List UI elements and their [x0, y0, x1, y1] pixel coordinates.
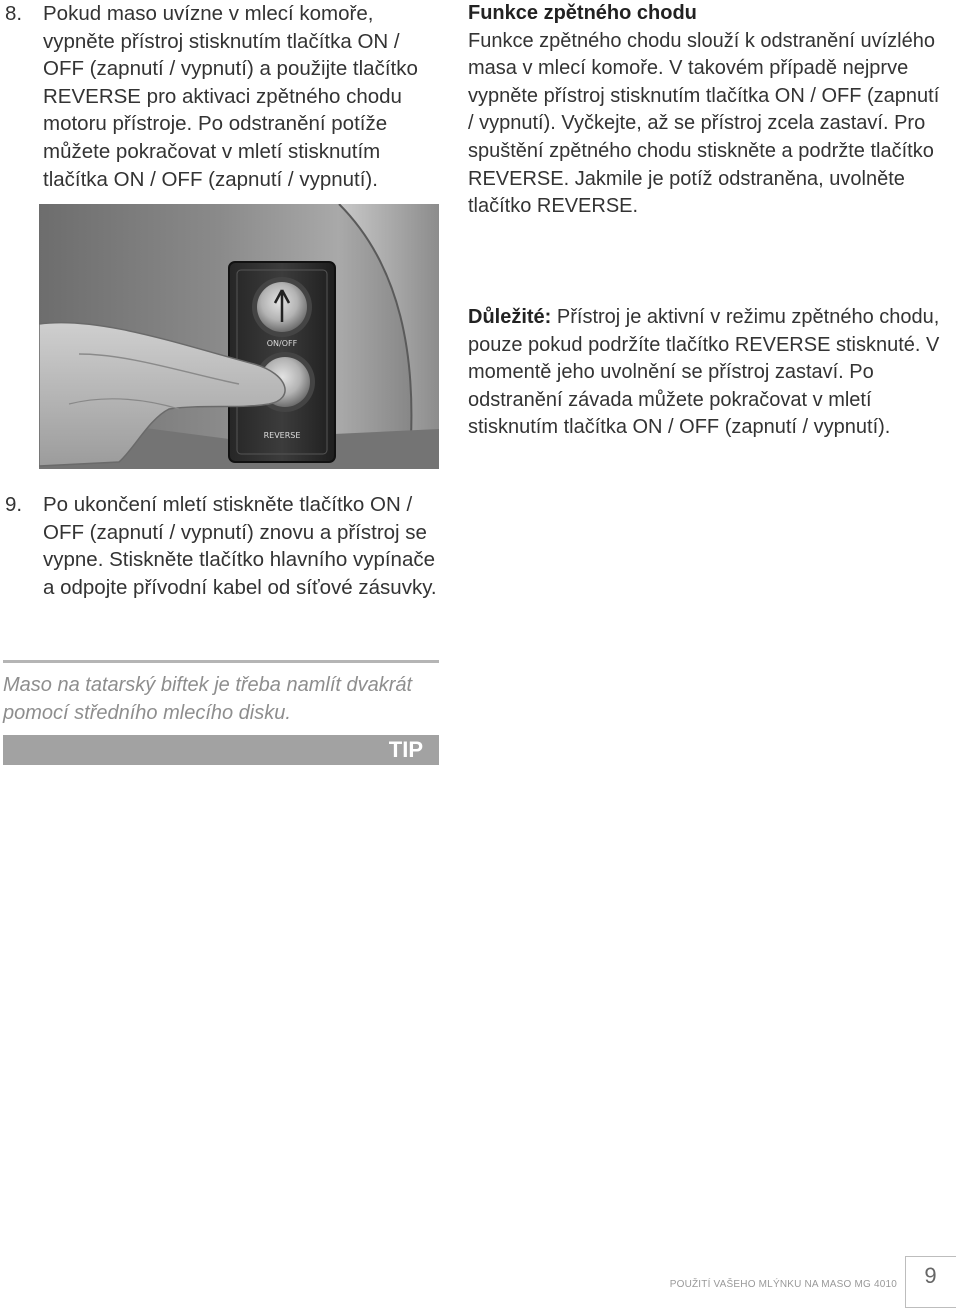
reverse-label: REVERSE — [263, 431, 301, 440]
important-note — [468, 304, 948, 442]
step-number: 9. — [5, 493, 23, 516]
important-label: Důležité: — [468, 306, 552, 328]
tip-divider — [3, 660, 439, 663]
important-text: Přístroj je aktivní v režimu zpětného chodu, pouze pokud podržíte tlačítko REVERSE stisknuté. V momentě jeho uvolnění se přístroj zastaví. Po odstranění závada můžete pokračovat v mletí stisknutím tlačítka ON / OFF (zapnutí / vypnutí). — [468, 306, 940, 439]
step-text: Pokud maso uvízne v mlecí komoře, vypněte přístroj stisknutím tlačítka ON / OFF (zapnutí / vypnutí) a použijte tlačítko REVERSE pro aktivaci zpětného chodu motoru přístroje. Po odstranění potíže můžete pokračovat v mletí stisknutím tlačítka ON / OFF (zapnutí / vypnutí). — [43, 2, 418, 191]
step-text: Po ukončení mletí stiskněte tlačítko ON / OFF (zapnutí / vypnutí) znovu a přístroj se vypne. Stiskněte tlačítko hlavního vypínače a odpojte přívodní kabel od síťové zásuvky. — [43, 493, 437, 599]
section-body: Funkce zpětného chodu slouží k odstranění uvízlého masa v mlecí komoře. V takovém případě nejprve vypněte přístroj stisknutím tlačítka ON / OFF (zapnutí / vypnutí). Vyčkejte, až se přístroj zcela zastaví. Pro spuštění zpětného chodu stiskněte a podržte tlačítko REVERSE. Jakmile je potíž odstraněna, uvolněte tlačítko REVERSE. — [468, 29, 940, 218]
tip-bar — [3, 735, 439, 765]
tip-text: Maso na tatarský biftek je třeba namlít dvakrát pomocí středního mlecího disku. — [3, 674, 413, 724]
on-off-label: ON/OFF — [266, 339, 298, 348]
control-panel-photo — [39, 204, 439, 469]
reverse-function-section — [468, 0, 948, 221]
tip-label: TIP — [388, 737, 423, 762]
step-8 — [5, 0, 445, 200]
step-9 — [5, 491, 445, 631]
section-heading: Funkce zpětného chodu — [468, 2, 697, 24]
page-number: 9 — [924, 1263, 937, 1288]
footer-title: POUŽITÍ VAŠEHO MLÝNKU NA MASO MG 4010 — [669, 1279, 897, 1290]
step-number: 8. — [5, 2, 23, 25]
